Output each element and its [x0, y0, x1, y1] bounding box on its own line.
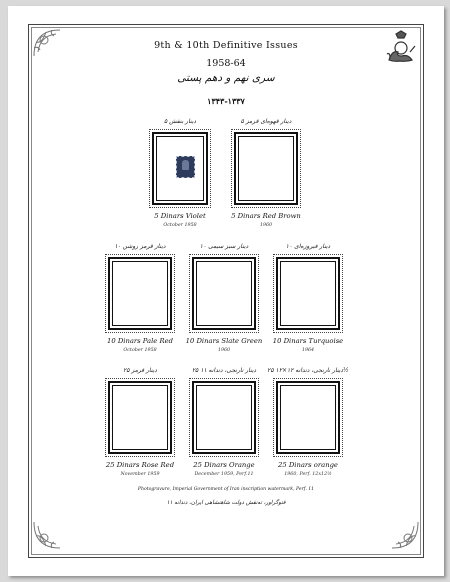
stamp-slot[interactable]	[185, 243, 263, 353]
stamp-name: 25 Dinars Rose Red	[105, 461, 175, 469]
stamp-mount	[234, 132, 298, 205]
stamp-name: 25 Dinars Orange	[193, 461, 255, 469]
stamp-date: 1964	[301, 348, 315, 353]
footer-note-farsi: فتوگراور، ته‌نقش دولت شاهنشاهی ایران، دندانه ۱۱	[166, 500, 286, 506]
stamp-mount	[192, 257, 256, 330]
stamp-slot[interactable]	[107, 243, 173, 353]
page-title: 9th & 10th Definitive Issues	[154, 40, 298, 51]
footer-note: Photogravure, Imperial Government of Iran inscription watermark, Perf. 11	[137, 487, 315, 492]
stamp-date: December 1959, Perf.11	[194, 472, 254, 477]
corner-ornament-bottom-right-icon	[390, 520, 420, 550]
stamp-mount	[192, 381, 256, 454]
stamp-name: 10 Dinars Slate Green	[185, 337, 263, 345]
stamp-name: 25 Dinars orange	[278, 461, 338, 469]
stamp-caption-farsi: ۵ دینار بنفش	[163, 118, 197, 125]
stamp-name: 10 Dinars Pale Red	[107, 337, 173, 345]
album-page	[8, 6, 444, 576]
stamp-slot[interactable]	[267, 367, 349, 477]
stamp-caption-farsi: ۲۵ دینار نارنجی، دندانه ۱۱	[191, 367, 257, 374]
stamp-date: 1960	[259, 223, 273, 228]
stamp-caption-farsi: ۱۰ دینار سبز سیمی	[199, 243, 249, 250]
stamp-slot[interactable]	[272, 243, 344, 353]
stamp-date: November 1959	[120, 472, 160, 477]
stamp-slot[interactable]	[191, 367, 257, 477]
stamp-date: 1960, Perf. 12x12½	[284, 472, 332, 477]
stamp-slot[interactable]	[152, 118, 208, 228]
stamp-caption-farsi: ۱۰ دینار قرمز روشن	[114, 243, 166, 250]
stamp-mount	[108, 381, 172, 454]
corner-ornament-bottom-left-icon	[32, 520, 62, 550]
stamp-mount	[152, 132, 208, 205]
stamp-date: 1960	[217, 348, 231, 353]
stamp-caption-farsi: ۵ دینار قهوه‌ای قرمز	[240, 118, 292, 125]
stamp-mount	[108, 257, 172, 330]
page-years: 1958-64	[206, 58, 246, 69]
stamp-date: October 1958	[163, 223, 197, 228]
stamp-caption-farsi: ۱۰ دینار فیروزه‌ای	[285, 243, 331, 250]
page-title-farsi: سری نهم و دهم پستی	[177, 72, 275, 84]
stamp-name: 5 Dinars Violet	[154, 212, 206, 220]
stamp-date: October 1958	[123, 348, 157, 353]
stamp-slot[interactable]	[231, 118, 301, 228]
stamp-slot[interactable]	[105, 367, 175, 477]
stamp-mount	[276, 257, 340, 330]
stamp-caption-farsi: ۲۵ دینار قرمز	[123, 367, 157, 374]
stamp-name: 10 Dinars Turquoise	[272, 337, 344, 345]
stamp-image	[176, 156, 195, 178]
page-years-farsi: ۱۳۴۳-۱۳۳۷	[207, 96, 245, 106]
stamp-mount	[276, 381, 340, 454]
stamp-name: 5 Dinars Red Brown	[231, 212, 301, 220]
stamp-caption-farsi: ۲۵ دینار نارنجی، دندانه ۱۲×۱۲½	[267, 367, 349, 374]
